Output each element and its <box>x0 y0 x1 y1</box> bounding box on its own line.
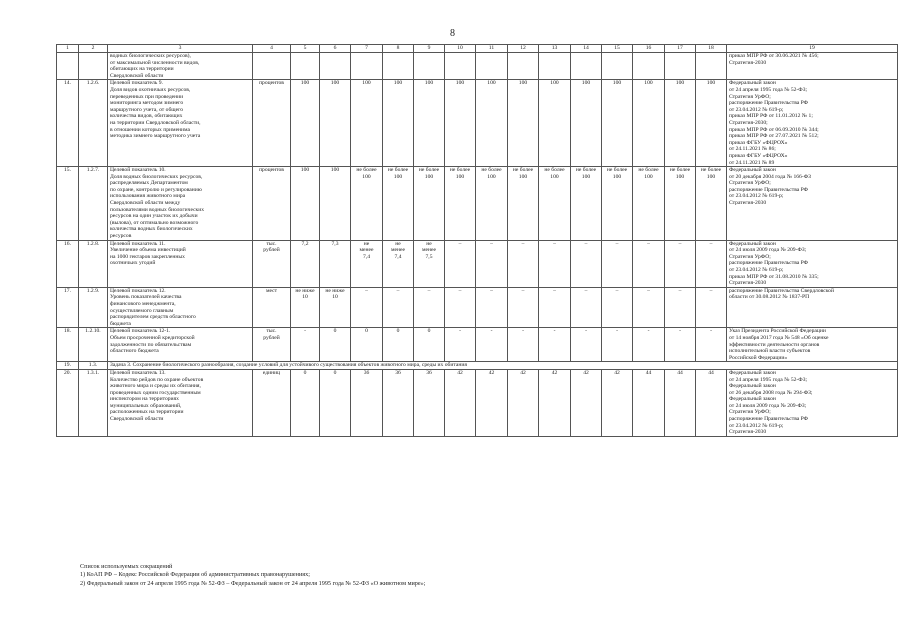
value-2019-cell: - <box>291 328 320 362</box>
value-2028-cell: 100 <box>571 80 602 167</box>
value-2029-cell: – <box>602 240 633 287</box>
row-number-cell: 18. <box>57 328 79 362</box>
value-2019-cell: 7,2 <box>291 240 320 287</box>
indicator-name-cell: Целевой показатель 13. Количество рейдов по охране объектов животного мира и среды их обитания, проведенных одним государственным инспектором на территориях муниципальных образований, расположенных на территории Свердловской области <box>108 369 253 436</box>
value-2019-cell: 100 <box>291 167 320 241</box>
value-2019-cell: 100 <box>291 80 320 167</box>
column-number: 3 <box>108 45 253 53</box>
value-2020-cell: 0 <box>320 328 351 362</box>
value-2032-cell: - <box>696 328 727 362</box>
column-number: 17 <box>665 45 696 53</box>
value-2031-cell <box>665 53 696 80</box>
value-2031-cell: – <box>665 240 696 287</box>
value-2023-cell: – <box>414 287 445 328</box>
value-2022-cell <box>383 53 414 80</box>
source-cell: Федеральный закон от 24 апреля 1995 года № 52-ФЗ; Федеральный закон от 26 декабря 2008 года № 294-ФЗ; Федеральный закон от 24 июля 2009 года № 209-ФЗ; Стратегия УрФО; распоряжение Правительства РФ от 23.04.2012 № 619-р; Стратегия-2030 <box>727 369 898 436</box>
value-2019-cell: 0 <box>291 369 320 436</box>
unit-cell: тыс. рублей <box>253 328 291 362</box>
table-row <box>57 240 898 287</box>
indicator-name-cell: Целевой показатель 11. Увеличение объема инвестиций на 1000 гектаров закрепленных охотничьих угодий <box>108 240 253 287</box>
value-2025-cell <box>476 53 508 80</box>
value-2021-cell: 100 <box>351 80 383 167</box>
abbreviation-item: 2) Федеральный закон от 24 апреля 1995 года № 52-ФЗ – Федеральный закон от 24 апреля 1995 года № 52-ФЗ «О животном мире»; <box>80 579 426 587</box>
value-2030-cell: – <box>633 240 665 287</box>
column-number: 14 <box>571 45 602 53</box>
value-2029-cell: не более 100 <box>602 167 633 241</box>
value-2029-cell: 42 <box>602 369 633 436</box>
indicator-name-cell: водных биологических ресурсов), от максимальной численности видов, обитающих на территории Свердловской области <box>108 53 253 80</box>
column-number: 11 <box>476 45 508 53</box>
value-2024-cell: 100 <box>445 80 476 167</box>
column-number: 13 <box>539 45 571 53</box>
page-number: 8 <box>450 28 455 39</box>
source-cell: Указ Президента Российской Федерации от 14 ноября 2017 года № 548 «Об оценке эффективности деятельности органов исполнительной власти субъектов Российской Федерации» <box>727 328 898 362</box>
value-2023-cell <box>414 53 445 80</box>
value-2031-cell: 100 <box>665 80 696 167</box>
value-2028-cell: – <box>571 240 602 287</box>
value-2022-cell: – <box>383 287 414 328</box>
value-2024-cell: – <box>445 240 476 287</box>
value-2022-cell: не более 100 <box>383 167 414 241</box>
source-cell: Федеральный закон от 24 июля 2009 года № 209-ФЗ; Стратегия УрФО; распоряжение Правительства РФ от 23.04.2012 № 619-р; приказ МПР РФ от 31.08.2010 № 335; Стратегия-2030 <box>727 240 898 287</box>
task-title: Задача 3. Сохранение биологического разнообразия, создание условий для устойчивого существования объектов животного мира, среды их обитания <box>108 362 898 370</box>
column-number: 10 <box>445 45 476 53</box>
row-number-cell: 15. <box>57 167 79 241</box>
value-2028-cell: – <box>571 287 602 328</box>
value-2031-cell: – <box>665 287 696 328</box>
value-2027-cell: – <box>539 240 571 287</box>
value-2026-cell: – <box>508 240 539 287</box>
value-2029-cell: – <box>602 287 633 328</box>
abbreviation-item: 1) КоАП РФ – Кодекс Российской Федерации об административных правонарушениях; <box>80 571 310 579</box>
value-2030-cell: не более 100 <box>633 167 665 241</box>
column-number: 7 <box>351 45 383 53</box>
value-2028-cell: 42 <box>571 369 602 436</box>
value-2026-cell: - <box>508 328 539 362</box>
value-2027-cell: – <box>539 287 571 328</box>
value-2026-cell: 100 <box>508 80 539 167</box>
column-number: 9 <box>414 45 445 53</box>
row-number-cell: 16. <box>57 240 79 287</box>
source-cell: Федеральный закон от 24 апреля 1995 года № 52-ФЗ; Стратегия УрФО; распоряжение Правительства РФ от 23.04.2012 № 619-р; приказ МПР РФ от 11.01.2012 № 1; Стратегия-2030; приказ МПР РФ от 06.09.2010 № 344; приказ МПР РФ от 27.07.2021 № 512; приказ ФГБУ «ФЦРОХ» от 24.11.2021 № 86; приказ ФГБУ «ФЦРОХ» от 24.11.2021 № 89 <box>727 80 898 167</box>
value-2026-cell <box>508 53 539 80</box>
value-2023-cell: не более 100 <box>414 167 445 241</box>
value-2032-cell: 44 <box>696 369 727 436</box>
row-number-cell <box>57 53 79 80</box>
value-2019-cell: не ниже 10 <box>291 287 320 328</box>
value-2023-cell: не менее 7,5 <box>414 240 445 287</box>
value-2021-cell: – <box>351 287 383 328</box>
value-2032-cell: – <box>696 287 727 328</box>
value-2022-cell: не менее 7,4 <box>383 240 414 287</box>
table-row <box>57 369 898 436</box>
source-cell: Федеральный закон от 20 декабря 2004 года № 166-ФЗ Стратегия УрФО; распоряжение Правительства РФ от 23.04.2012 № 619-р; Стратегия-2030 <box>727 167 898 241</box>
value-2025-cell: – <box>476 287 508 328</box>
row-number-cell: 20. <box>57 369 79 436</box>
value-2022-cell: 36 <box>383 369 414 436</box>
value-2032-cell: 100 <box>696 80 727 167</box>
column-number: 18 <box>696 45 727 53</box>
code-cell: 1.2.7. <box>79 167 108 241</box>
value-2019-cell <box>291 53 320 80</box>
column-number: 1 <box>57 45 79 53</box>
value-2031-cell: - <box>665 328 696 362</box>
column-number: 16 <box>633 45 665 53</box>
table-row <box>57 53 898 80</box>
value-2029-cell <box>602 53 633 80</box>
value-2031-cell: не более 100 <box>665 167 696 241</box>
task-row <box>57 362 898 370</box>
code-cell: 1.3.1. <box>79 369 108 436</box>
indicators-table <box>56 44 898 437</box>
value-2032-cell: – <box>696 240 727 287</box>
abbreviations-list <box>80 563 425 588</box>
code-cell: 1.2.8. <box>79 240 108 287</box>
table-row <box>57 328 898 362</box>
value-2022-cell: 0 <box>383 328 414 362</box>
abbreviations-title: Список используемых сокращений <box>80 563 173 570</box>
value-2025-cell: не более 100 <box>476 167 508 241</box>
table-row <box>57 287 898 328</box>
value-2030-cell <box>633 53 665 80</box>
value-2031-cell: 44 <box>665 369 696 436</box>
column-number: 19 <box>727 45 898 53</box>
column-number: 2 <box>79 45 108 53</box>
table-row <box>57 167 898 241</box>
indicator-name-cell: Целевой показатель 9. Доля видов охотничьих ресурсов, переведенных при проведении мониторинга методом зимнего маршрутного учета, от общего количества видов, обитающих на территории Свердловской области, в отношении которых применима методика зимнего маршрутного учета <box>108 80 253 167</box>
indicator-name-cell: Целевой показатель 12. Уровень показателей качества финансового менеджмента, осуществляемого главным распорядителем средств областного бюджета <box>108 287 253 328</box>
value-2028-cell: - <box>571 328 602 362</box>
column-number: 5 <box>291 45 320 53</box>
code-cell: 1.2.9. <box>79 287 108 328</box>
value-2020-cell: 0 <box>320 369 351 436</box>
value-2027-cell: - <box>539 328 571 362</box>
code-cell <box>79 53 108 80</box>
value-2030-cell: – <box>633 287 665 328</box>
unit-cell: единиц <box>253 369 291 436</box>
column-number: 6 <box>320 45 351 53</box>
value-2029-cell: - <box>602 328 633 362</box>
unit-cell: мест <box>253 287 291 328</box>
column-number: 12 <box>508 45 539 53</box>
column-number: 4 <box>253 45 291 53</box>
value-2030-cell: 44 <box>633 369 665 436</box>
column-number: 8 <box>383 45 414 53</box>
value-2025-cell: - <box>476 328 508 362</box>
value-2027-cell <box>539 53 571 80</box>
code-cell: 1.2.10. <box>79 328 108 362</box>
value-2028-cell: не более 100 <box>571 167 602 241</box>
value-2030-cell: 100 <box>633 80 665 167</box>
unit-cell: тыс. рублей <box>253 240 291 287</box>
value-2025-cell: 100 <box>476 80 508 167</box>
value-2021-cell: 36 <box>351 369 383 436</box>
row-number: 19. <box>57 362 79 370</box>
code: 1.3. <box>79 362 108 370</box>
value-2028-cell <box>571 53 602 80</box>
value-2021-cell: не менее 7,4 <box>351 240 383 287</box>
value-2020-cell: не ниже 10 <box>320 287 351 328</box>
indicator-name-cell: Целевой показатель 10. Доля водных биологических ресурсов, распределяемых Департаментом по охране, контролю и регулированию использования животного мира Свердловской области между пользователями водных биологических ресурсов на один участок их добычи (вылова), от оптимально возможного количества водных биологических ресурсов <box>108 167 253 241</box>
table-row <box>57 80 898 167</box>
value-2025-cell: – <box>476 240 508 287</box>
value-2020-cell: 100 <box>320 80 351 167</box>
source-cell: приказ МПР РФ от 30.06.2021 № 456; Стратегия-2030 <box>727 53 898 80</box>
value-2032-cell <box>696 53 727 80</box>
value-2023-cell: 0 <box>414 328 445 362</box>
value-2021-cell: 0 <box>351 328 383 362</box>
value-2026-cell: не более 100 <box>508 167 539 241</box>
value-2024-cell: - <box>445 328 476 362</box>
value-2027-cell: 100 <box>539 80 571 167</box>
value-2020-cell: 100 <box>320 167 351 241</box>
column-number-row <box>57 45 898 53</box>
value-2021-cell <box>351 53 383 80</box>
source-cell: распоряжение Правительства Свердловской области от 30.08.2012 № 1837-РП <box>727 287 898 328</box>
value-2024-cell: 42 <box>445 369 476 436</box>
value-2022-cell: 100 <box>383 80 414 167</box>
value-2027-cell: не более 100 <box>539 167 571 241</box>
value-2020-cell: 7,3 <box>320 240 351 287</box>
value-2023-cell: 100 <box>414 80 445 167</box>
value-2025-cell: 42 <box>476 369 508 436</box>
value-2027-cell: 42 <box>539 369 571 436</box>
indicator-name-cell: Целевой показатель 12-1. Объем просроченной кредиторской задолженности по обязательствам областного бюджета <box>108 328 253 362</box>
value-2024-cell: не более 100 <box>445 167 476 241</box>
value-2023-cell: 36 <box>414 369 445 436</box>
value-2030-cell: - <box>633 328 665 362</box>
value-2024-cell: – <box>445 287 476 328</box>
code-cell: 1.2.6. <box>79 80 108 167</box>
value-2026-cell: – <box>508 287 539 328</box>
value-2024-cell <box>445 53 476 80</box>
unit-cell <box>253 53 291 80</box>
value-2032-cell: не более 100 <box>696 167 727 241</box>
value-2026-cell: 42 <box>508 369 539 436</box>
row-number-cell: 14. <box>57 80 79 167</box>
unit-cell: процентов <box>253 167 291 241</box>
column-number: 15 <box>602 45 633 53</box>
value-2021-cell: не более 100 <box>351 167 383 241</box>
value-2029-cell: 100 <box>602 80 633 167</box>
value-2020-cell <box>320 53 351 80</box>
row-number-cell: 17. <box>57 287 79 328</box>
unit-cell: процентов <box>253 80 291 167</box>
